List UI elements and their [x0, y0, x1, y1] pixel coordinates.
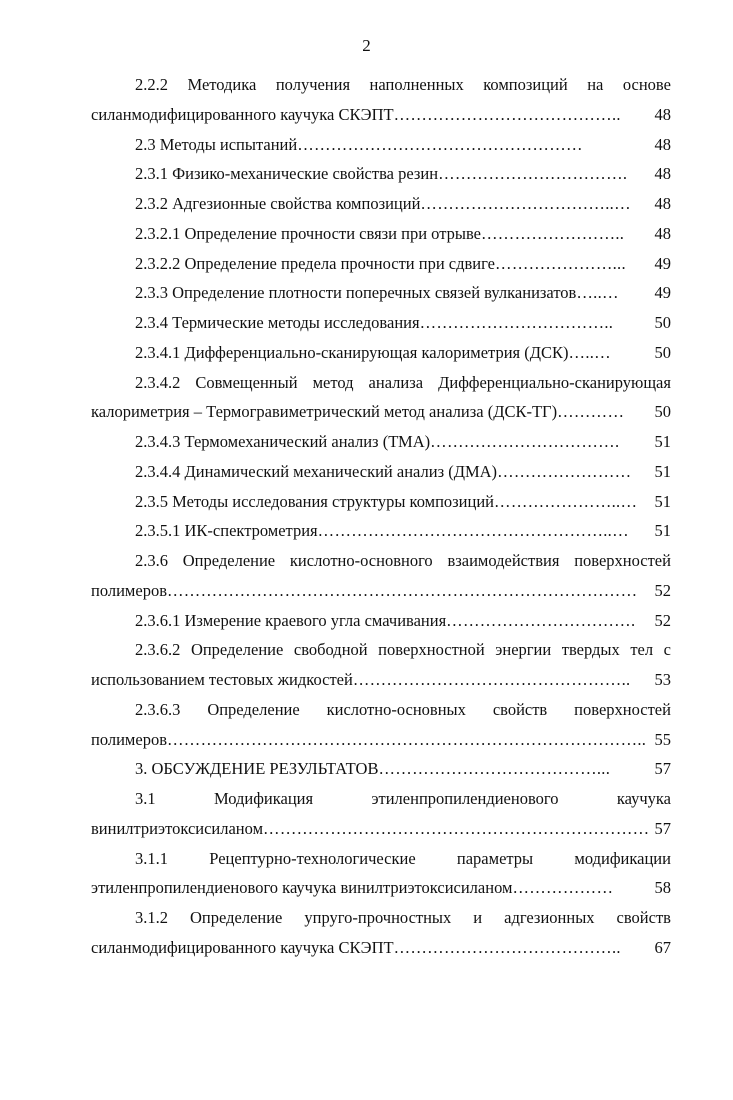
toc-dot-leader: …………: [557, 402, 625, 422]
toc-page-number: 48: [654, 104, 671, 124]
toc-entry-word: 2.3.6.2: [135, 640, 181, 660]
toc-page-number: 53: [654, 670, 671, 689]
toc-dot-leader: …………………..…: [494, 491, 638, 511]
toc-entry-word: получения: [275, 75, 351, 94]
toc-page-number: 51: [654, 461, 671, 481]
page-number: 2: [362, 36, 371, 55]
toc-page-number: 50: [654, 313, 671, 332]
toc-dot-leader: …………………………….: [438, 164, 628, 184]
toc-entry-title: 2.3.5.1 ИК-спектрометрия: [135, 521, 318, 541]
toc-dot-leader: …………………………………..: [393, 104, 621, 124]
toc-dot-leader: ……………………………………………: [297, 134, 583, 154]
toc-entry-word: 2.3.6.3: [135, 699, 181, 719]
toc-page-number: 49: [654, 283, 671, 303]
toc-entry-word: параметры: [456, 848, 534, 868]
toc-entry-title: 2.3.5 Методы исследования структуры композиций: [135, 491, 495, 511]
toc-dot-leader: ……………………..: [480, 223, 625, 243]
toc-entry[interactable]: [91, 308, 671, 338]
toc-entry[interactable]: [91, 457, 671, 487]
toc-entry-word: 3.1: [135, 789, 156, 808]
toc-entry-word: Рецептурно-технологические: [209, 848, 416, 868]
toc-entry-word: поверхностной: [378, 640, 485, 660]
toc-entry-title: 2.3 Методы испытаний: [135, 134, 298, 154]
toc-entry-title: 2.3.4.4 Динамический механический анализ (ДМА): [135, 461, 498, 481]
toc-entry-word: упруго-прочностных: [304, 908, 452, 927]
toc-entry-title: этиленпропилендиенового каучука винилтриэтоксисиланом: [91, 878, 513, 898]
toc-entry-word: Методика: [187, 75, 257, 94]
toc-dot-leader: ……………………: [497, 461, 632, 481]
toc-dot-leader: ……………………………………………………………: [263, 818, 650, 838]
toc-dot-leader: …..…: [568, 342, 611, 362]
toc-entry-word: кислотно-основных: [326, 699, 466, 719]
toc-entry-heading-line: [91, 695, 671, 725]
toc-entry[interactable]: [91, 606, 671, 636]
toc-entry-word: свойств: [492, 699, 548, 719]
toc-entry[interactable]: [91, 665, 671, 695]
toc-dot-leader: …………………………………...: [378, 759, 611, 779]
toc-entry-title: силанмодифицированного каучука СКЭПТ: [91, 104, 394, 124]
toc-entry-word: тел: [630, 640, 654, 660]
toc-entry[interactable]: [91, 933, 671, 963]
toc-entry-heading-line: [91, 903, 671, 933]
toc-entry[interactable]: [91, 159, 671, 189]
toc-entry-title: полимеров: [91, 729, 167, 749]
toc-entry-word: Определение: [190, 640, 284, 660]
toc-entry[interactable]: [91, 219, 671, 249]
toc-entry-title: 2.3.2 Адгезионные свойства композиций: [135, 194, 421, 213]
toc-entry-title: 2.3.6.1 Измерение краевого угла смачивания: [135, 610, 447, 630]
toc-entry-word: 2.3.4.2: [135, 372, 181, 392]
toc-entry[interactable]: [91, 397, 671, 427]
toc-entry-word: наполненных: [369, 75, 464, 94]
toc-page-number: 51: [654, 521, 671, 541]
toc-page-number: 52: [654, 580, 671, 600]
toc-entry[interactable]: [91, 278, 671, 308]
toc-page-number: 51: [654, 432, 671, 451]
toc-dot-leader: …..…: [576, 283, 619, 303]
toc-entry-title: 2.3.2.1 Определение прочности связи при отрыве: [135, 223, 481, 243]
toc-dot-leader: ……………………………………………..…: [317, 521, 629, 541]
toc-entry-word: композиций: [483, 75, 568, 94]
toc-page-number: 48: [654, 223, 671, 243]
toc-page-number: 67: [654, 937, 671, 957]
toc-entry-heading-line: [91, 635, 671, 665]
toc-entry-title: силанмодифицированного каучука СКЭПТ: [91, 937, 394, 957]
toc-entry-word: 3.1.1: [135, 848, 168, 868]
toc-entry-word: этиленпропилендиенового: [371, 789, 559, 808]
toc-entry-word: Модификация: [213, 789, 314, 808]
toc-entry-word: поверхностей: [574, 699, 671, 719]
toc-entry-title: 2.3.4.1 Дифференциально-сканирующая калориметрия (ДСК): [135, 342, 569, 362]
toc-entry[interactable]: [91, 427, 671, 457]
toc-entry-word: взаимодействия: [447, 551, 560, 570]
toc-dot-leader: ………………: [512, 878, 614, 898]
toc-entry[interactable]: [91, 249, 671, 279]
toc-dot-leader: …………………………….: [446, 610, 636, 630]
toc-entry[interactable]: [91, 516, 671, 546]
toc-page-number: 50: [654, 402, 671, 422]
toc-page-number: 58: [654, 878, 671, 898]
toc-entry-word: и: [473, 908, 483, 927]
toc-entry-word: каучука: [616, 789, 671, 808]
toc-entry-word: на: [587, 75, 604, 94]
toc-entry-word: 2.3.6: [135, 551, 168, 570]
toc-entry-word: твердых: [561, 640, 620, 660]
toc-entry-word: адгезионных: [504, 908, 595, 927]
toc-entry-word: метод: [312, 372, 354, 392]
toc-entry-word: Определение: [182, 551, 276, 570]
toc-entry-word: 3.1.2: [135, 908, 168, 927]
toc-entry-word: основе: [622, 75, 671, 94]
toc-entry-heading-line: [91, 368, 671, 398]
toc-entry-word: анализа: [368, 372, 424, 392]
toc-page-number: 52: [654, 610, 671, 630]
toc-dot-leader: …………………………………………..: [352, 670, 631, 689]
toc-page-number: 49: [654, 253, 671, 273]
toc-entry-heading-line: [91, 546, 671, 576]
toc-page-number: 48: [654, 194, 671, 213]
toc-entry-word: с: [663, 640, 671, 660]
toc-page-number: 57: [654, 818, 671, 838]
toc-dot-leader: …………………………….: [430, 432, 620, 451]
toc-entry-title: использованием тестовых жидкостей: [91, 670, 353, 689]
toc-entry[interactable]: [91, 873, 671, 903]
toc-entry-title: полимеров: [91, 580, 167, 600]
toc-entry-title: калориметрия – Термогравиметрический метод анализа (ДСК-ТГ): [91, 402, 558, 422]
toc-entry-title: 2.3.3 Определение плотности поперечных связей вулканизатов: [135, 283, 577, 303]
toc-entry[interactable]: [91, 189, 671, 219]
toc-entry[interactable]: [91, 487, 671, 517]
toc-page-number: 48: [654, 134, 671, 154]
toc-entry[interactable]: [91, 130, 671, 160]
toc-dot-leader: ……………………………..: [419, 313, 614, 332]
toc-entry[interactable]: [91, 576, 671, 606]
toc-entry[interactable]: [91, 338, 671, 368]
toc-entry-word: модификации: [574, 848, 671, 868]
toc-dot-leader: …………………………………………………………………………..: [166, 729, 647, 749]
toc-page-number: 48: [654, 164, 671, 184]
toc-entry-title: винилтриэтоксисиланом: [91, 818, 264, 838]
toc-dot-leader: …………………...: [495, 253, 626, 273]
toc-page-number: 50: [654, 342, 671, 362]
toc-entry-word: поверхностей: [574, 551, 671, 570]
toc-dot-leader: …………………………………………………………………………: [166, 580, 638, 600]
toc-entry-title: 3. ОБСУЖДЕНИЕ РЕЗУЛЬТАТОВ: [135, 759, 379, 779]
toc-entry-word: Совмещенный: [195, 372, 298, 392]
toc-entry-word: свойств: [616, 908, 671, 927]
toc-dot-leader: …………………………………..: [393, 937, 621, 957]
toc-entry-heading-line: [91, 844, 671, 874]
toc-entry-word: 2.2.2: [135, 75, 168, 94]
toc-entry-title: 2.3.1 Физико-механические свойства резин: [135, 164, 439, 184]
toc-entry-word: Дифференциально-сканирующая: [438, 372, 671, 392]
toc-entry[interactable]: [91, 725, 671, 755]
toc-entry-word: свободной: [293, 640, 368, 660]
toc-entry-word: кислотно-основного: [289, 551, 433, 570]
toc-dot-leader: ……………………………..…: [420, 194, 631, 213]
table-of-contents: [91, 70, 671, 963]
toc-entry-word: Определение: [190, 908, 283, 927]
toc-entry[interactable]: [91, 100, 671, 130]
toc-entry[interactable]: [91, 754, 671, 784]
toc-page-number: 57: [654, 759, 671, 779]
toc-page-number: 55: [654, 729, 671, 749]
toc-entry-word: Определение: [207, 699, 300, 719]
toc-entry-word: энергии: [495, 640, 552, 660]
toc-entry-title: 2.3.4 Термические методы исследования: [135, 313, 420, 332]
toc-entry-heading-line: [91, 784, 671, 814]
toc-entry-title: 2.3.2.2 Определение предела прочности при сдвиге: [135, 253, 496, 273]
toc-entry-title: 2.3.4.3 Термомеханический анализ (ТМА): [135, 432, 431, 451]
toc-entry[interactable]: [91, 814, 671, 844]
toc-page-number: 51: [654, 491, 671, 511]
toc-entry-heading-line: [91, 70, 671, 100]
